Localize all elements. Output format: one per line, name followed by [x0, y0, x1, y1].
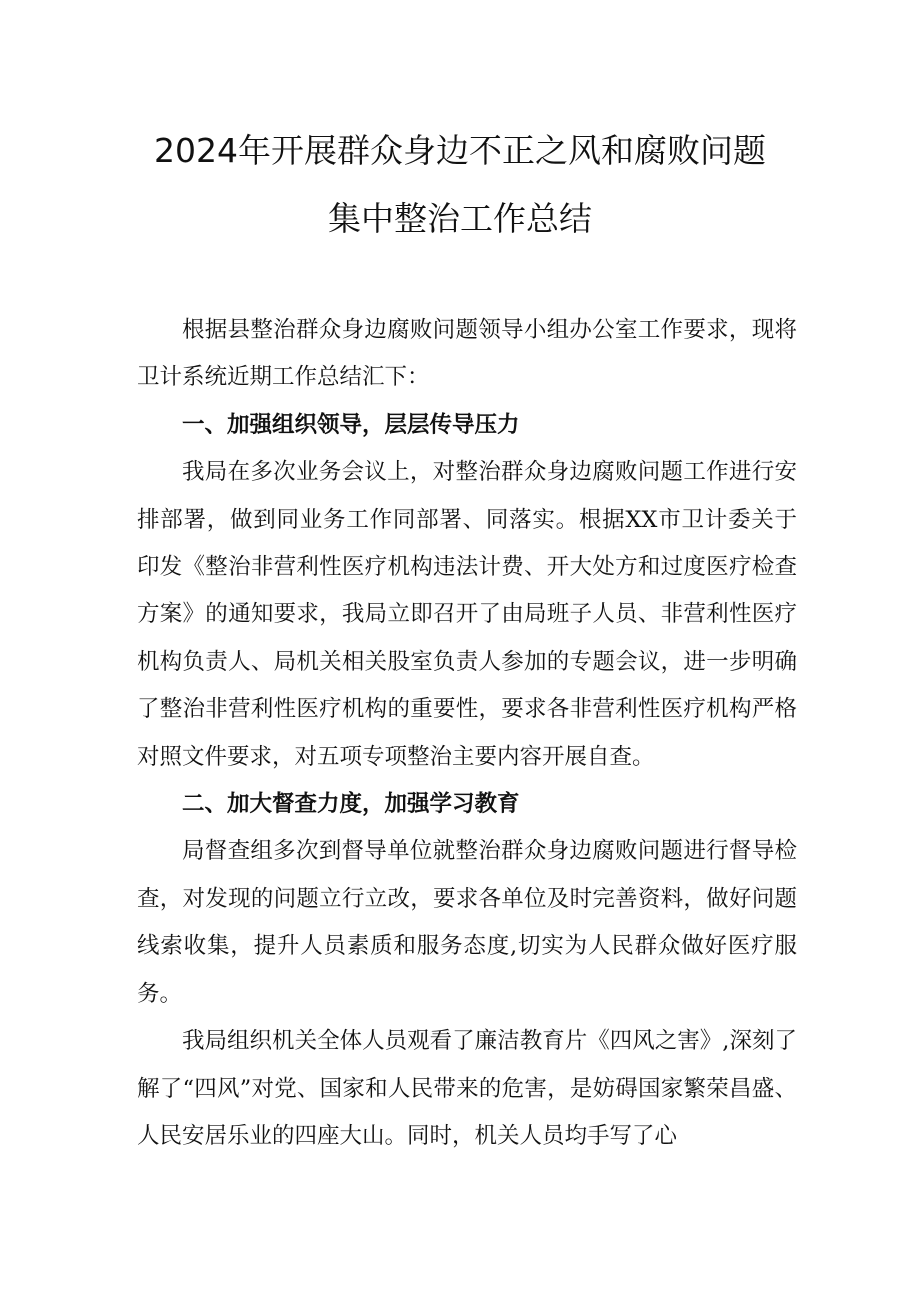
- document-title-line-1: 2024年开展群众身边不正之风和腐败问题: [154, 131, 766, 170]
- intro-paragraph: 根据县整治群众身边腐败问题领导小组办公室工作要求，现将卫计系统近期工作总结汇下：: [137, 317, 797, 391]
- document-title-line-2: 集中整治工作总结: [328, 199, 592, 238]
- section-1-paragraph: 我局在多次业务会议上，对整治群众身边腐败问题工作进行安排部署，做到同业务工作同部署、同落实。根据XX市卫计委关于印发《整治非营利性医疗机构违法计费、开大处方和过度医疗检查方案》的通知要求，我局立即召开了由局班子人员、非营利性医疗机构负责人、局机关相关股室负责人参加的专题会议，进一步明确了整治非营利性医疗机构的重要性，要求各非营利性医疗机构严格对照文件要求，对五项专项整治主要内容开展自查。: [137, 459, 797, 770]
- section-2-paragraph-1: 局督查组多次到督导单位就整治群众身边腐败问题进行督导检查，对发现的问题立行立改，要求各单位及时完善资料，做好问题线索收集，提升人员素质和服务态度,切实为人民群众做好医疗服务。: [137, 838, 797, 1007]
- section-heading-1: 一、加强组织领导，层层传导压力: [182, 411, 520, 438]
- section-heading-2: 二、加大督查力度，加强学习教育: [182, 791, 520, 818]
- section-2-paragraph-2: 我局组织机关全体人员观看了廉洁教育片《四风之害》,深刻了解了“四风”对党、国家和人民带来的危害，是妨碍国家繁荣昌盛、人民安居乐业的四座大山。同时，机关人员均手写了心: [137, 1028, 797, 1149]
- document-body: [137, 307, 797, 1160]
